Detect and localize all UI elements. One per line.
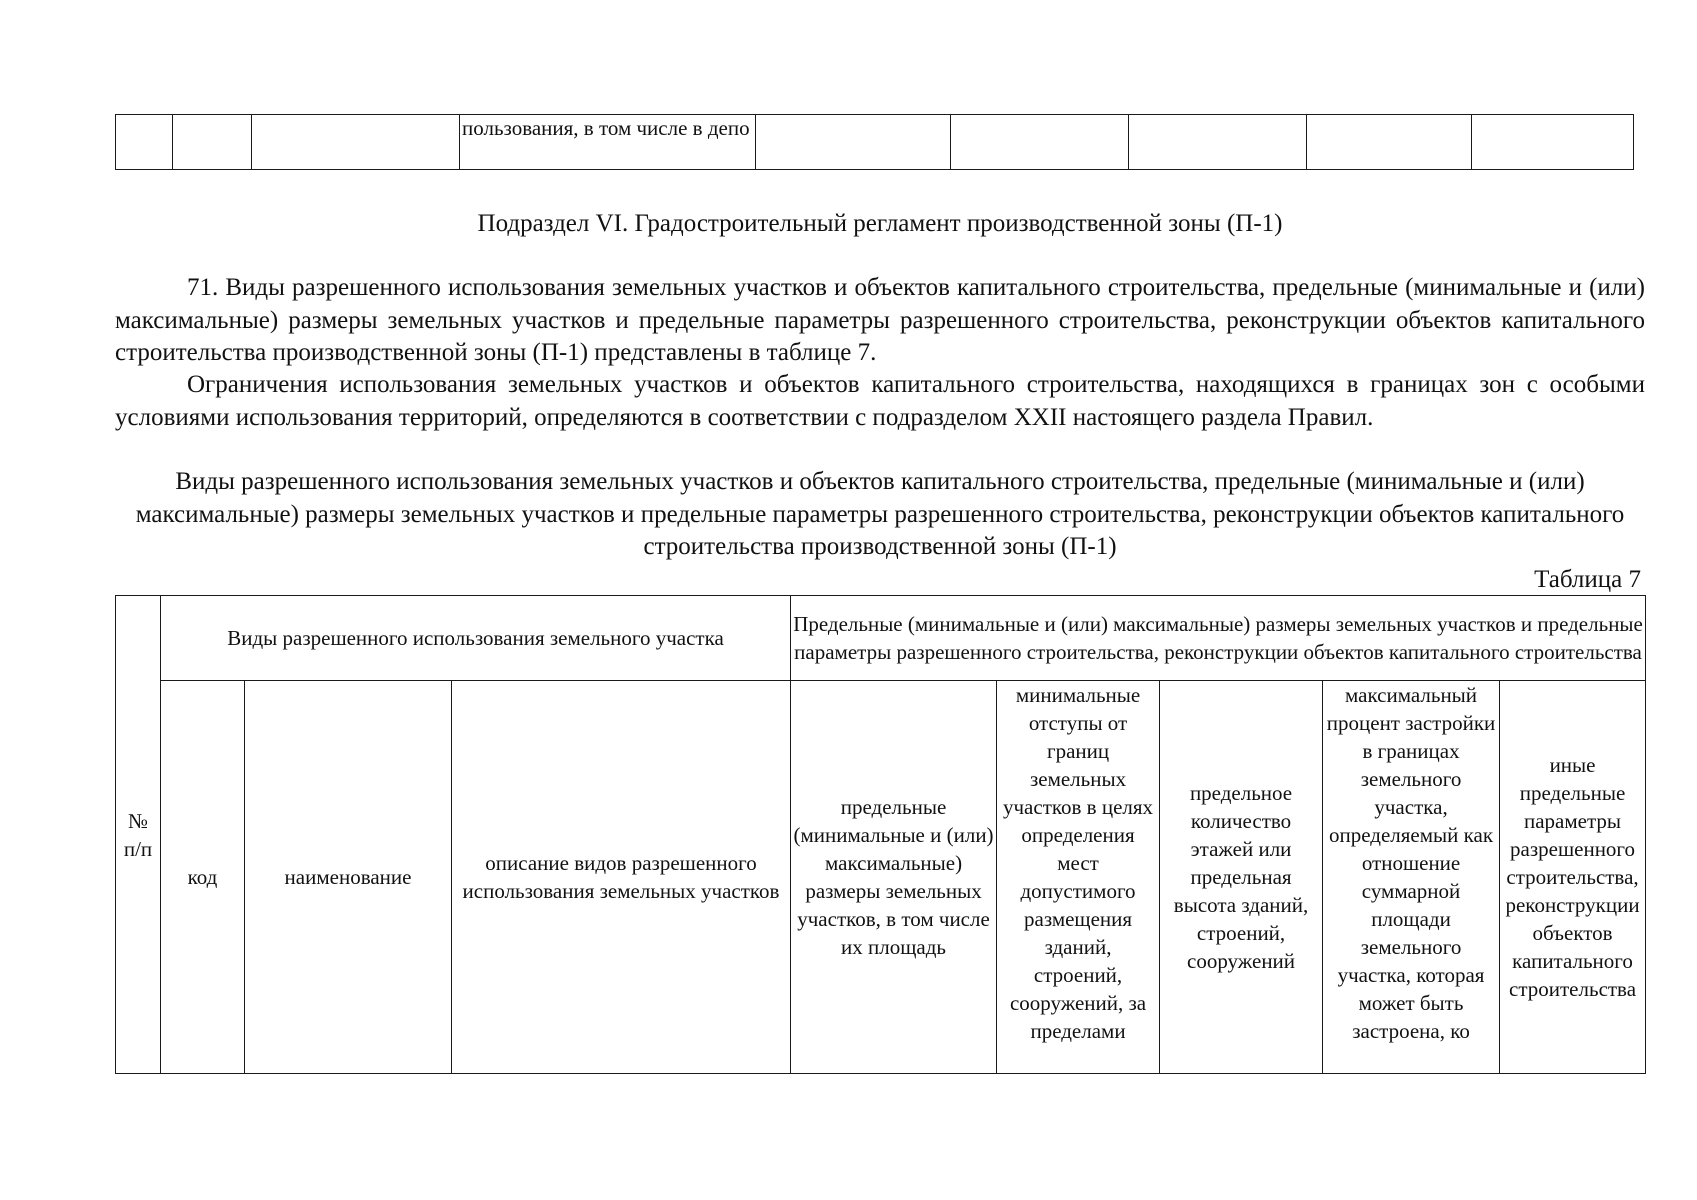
table-row [116, 115, 1634, 170]
column-header-setbacks-text: минимальные отступы от границ земельных участков в целях определения мест допустимого размещения зданий, строений, сооружений, за пределами [1003, 683, 1154, 1043]
column-header-number: № п/п [116, 596, 161, 1074]
column-group-limit-parameters: Предельные (минимальные и (или) максимальные) размеры земельных участков и предельные параметры разрешенного строительства, реконструкции объектов капитального строительства [791, 596, 1646, 681]
table-cell [173, 115, 252, 170]
column-header-other-params: иные предельные параметры разрешенного строительства, реконструкции объектов капитального строительства [1500, 681, 1646, 1074]
table-cell [252, 115, 460, 170]
table-cell [951, 115, 1129, 170]
column-header-plot-size: предельные (минимальные и (или) максимальные) размеры земельных участков, в том числе их площадь [791, 681, 997, 1074]
paragraph-restrictions: Ограничения использования земельных участков и объектов капитального строительства, находящихся в границах зон с особыми условиями использования территорий, определяются в соответствии с подразделом XXII настоящего раздела Правил. [115, 371, 1645, 431]
column-header-floors: предельное количество этажей или предельная высота зданий, строений, сооружений [1160, 681, 1323, 1074]
column-header-name: наименование [245, 681, 452, 1074]
table-header-row [116, 596, 1646, 681]
zoning-regulations-table [115, 595, 1646, 1074]
table-cell: пользования, в том числе в депо [460, 115, 756, 170]
column-header-build-percent-text: максимальный процент застройки в границах земельного участка, определяемый как отношение суммарной площади земельного участка, которая может быть застроена, ко [1326, 683, 1496, 1043]
previous-table-fragment [115, 114, 1634, 170]
table-cell [756, 115, 951, 170]
subsection-title: Подраздел VI. Градостроительный регламент производственной зоны (П-1) [477, 210, 1283, 237]
column-group-permitted-use: Виды разрешенного использования земельного участка [161, 596, 791, 681]
table-cell [1307, 115, 1472, 170]
column-header-build-percent [1323, 681, 1500, 1074]
paragraph-71: 71. Виды разрешенного использования земельных участков и объектов капитального строительства, предельные (минимальные и (или) максимальные) размеры земельных участков и предельные параметры разрешенного строительства, реконструкции объектов капитального строительства производственной зоны (П-1) представлены в таблице 7. [115, 274, 1645, 366]
table-header-row [116, 681, 1646, 1074]
column-header-code: код [161, 681, 245, 1074]
table-cell [1472, 115, 1634, 170]
table-caption: Виды разрешенного использования земельных участков и объектов капитального строительства, предельные (минимальные и (или) максимальные) размеры земельных участков и предельные параметры разрешенного строительства, реконструкции объектов капитального строительства производственной зоны (П-1) [135, 468, 1625, 560]
table-cell [1129, 115, 1307, 170]
column-header-setbacks [997, 681, 1160, 1074]
column-header-description: описание видов разрешенного использования земельных участков [452, 681, 791, 1074]
table-cell [116, 115, 173, 170]
table-number: Таблица 7 [1534, 566, 1641, 593]
